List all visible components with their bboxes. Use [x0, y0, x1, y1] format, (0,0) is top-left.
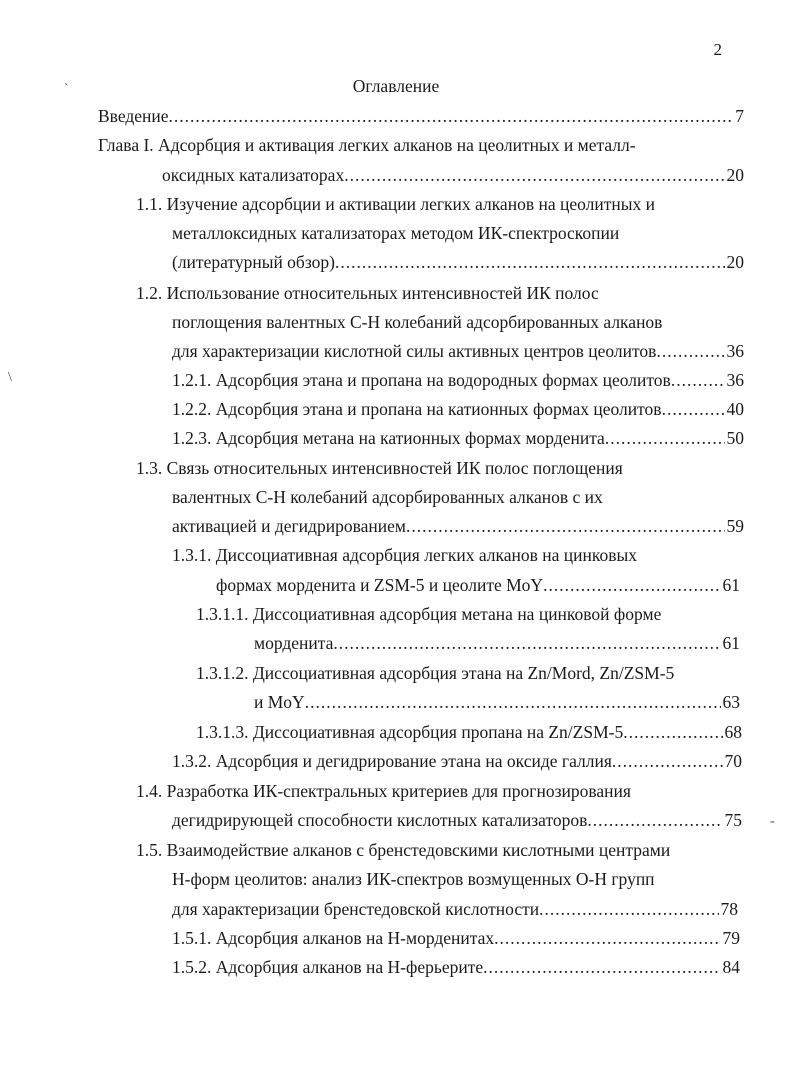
toc-entry-text: формах морденита и ZSM-5 и цеолите MoY	[216, 575, 544, 595]
toc-entry-intro[interactable]	[98, 104, 744, 128]
toc-entry-1-1-line-3[interactable]	[172, 250, 744, 274]
toc-entry-text: для характеризации кислотной силы активных центров цеолитов	[172, 341, 657, 361]
toc-entry-text: и MoY	[254, 692, 305, 712]
toc-entry-1-3-1-line-2[interactable]	[216, 573, 740, 597]
toc-entry-1-4-line-1[interactable]	[136, 779, 744, 803]
toc-entry-page: 36	[726, 370, 744, 390]
toc-entry-text: Н-форм цеолитов: анализ ИК-спектров возмущенных О-Н групп	[172, 869, 655, 889]
toc-entry-text: 1.3. Связь относительных интенсивностей ИК полос поглощения	[136, 458, 623, 478]
toc-entry-page: 61	[722, 575, 740, 595]
toc-entry-text: (литературный обзор)	[172, 252, 335, 272]
toc-entry-1-2-1[interactable]	[172, 368, 744, 392]
dot-leader	[587, 808, 722, 832]
dot-leader	[605, 426, 725, 450]
toc-entry-text: 1.3.1.3. Диссоциативная адсорбция пропана на Zn/ZSM-5	[196, 722, 624, 742]
toc-entry-page: 70	[724, 751, 742, 771]
toc-entry-1-2-2[interactable]	[172, 397, 744, 421]
dot-leader	[483, 955, 720, 979]
toc-entry-1-3-1-1-line-2[interactable]	[254, 631, 740, 655]
toc-entry-text: активацией и дегидрированием	[172, 516, 406, 536]
toc-entry-text: валентных С-Н колебаний адсорбированных алканов с их	[172, 487, 603, 507]
toc-entry-page: 59	[726, 516, 744, 536]
toc-entry-1-3-line-3[interactable]	[172, 514, 744, 538]
toc-entry-1-5-line-3[interactable]	[172, 897, 738, 921]
toc-entry-text: морденита	[254, 633, 334, 653]
toc-entry-text: 1.3.2. Адсорбция и дегидрирование этана на оксиде галлия	[172, 751, 612, 771]
toc-entry-1-3-1-2-line-1[interactable]	[196, 661, 744, 685]
toc-entry-text: 1.2.3. Адсорбция метана на катионных формах морденита	[172, 428, 605, 448]
toc-entry-text: 1.2.1. Адсорбция этана и пропана на водородных формах цеолитов	[172, 370, 671, 390]
toc-entry-page: 68	[724, 722, 742, 742]
toc-entry-text: оксидных катализаторах	[162, 165, 345, 185]
dot-leader	[494, 926, 720, 950]
toc-entry-text: дегидрирующей способности кислотных катализаторов	[172, 810, 588, 830]
toc-entry-1-1-line-1[interactable]	[136, 192, 744, 216]
toc-entry-page: 20	[726, 252, 744, 272]
toc-entry-text: 1.5. Взаимодействие алканов с бренстедовскими кислотными центрами	[136, 840, 671, 860]
toc-entry-page: 79	[722, 928, 740, 948]
toc-entry-1-2-3[interactable]	[172, 426, 744, 450]
toc-entry-1-3-1-3[interactable]	[196, 720, 742, 744]
toc-entry-1-3-line-1[interactable]	[136, 456, 744, 480]
toc-entry-page: 78	[720, 899, 738, 919]
scan-mark: -	[770, 814, 775, 829]
toc-entry-text: 1.1. Изучение адсорбции и активации легких алканов на цеолитных и	[136, 194, 655, 214]
dot-leader	[333, 631, 720, 655]
toc-entry-1-3-line-2[interactable]	[172, 485, 744, 509]
toc-entry-page: 50	[726, 428, 744, 448]
toc-entry-1-3-1-2-line-2[interactable]	[254, 690, 740, 714]
page-number: 2	[713, 40, 722, 59]
toc-entry-1-1-line-2[interactable]	[172, 221, 744, 245]
toc-entry-1-5-1[interactable]	[172, 926, 740, 950]
toc-entry-chapter-1-line-2[interactable]	[162, 163, 744, 187]
toc-entry-page: 84	[722, 957, 740, 977]
toc-entry-1-3-2[interactable]	[172, 749, 742, 773]
scan-mark: `	[64, 82, 69, 97]
toc-entry-text: 1.5.1. Адсорбция алканов на Н-морденитах	[172, 928, 495, 948]
dot-leader	[539, 897, 718, 921]
toc-entry-text: металлоксидных катализаторах методом ИК-спектроскопии	[172, 223, 620, 243]
scan-mark: \	[8, 370, 12, 385]
toc-entry-1-5-2[interactable]	[172, 955, 740, 979]
dot-leader	[169, 104, 734, 128]
dot-leader	[335, 250, 725, 274]
dot-leader	[344, 163, 724, 187]
dot-leader	[656, 339, 724, 363]
toc-entry-text: 1.3.1. Диссоциативная адсорбция легких алканов на цинковых	[172, 545, 638, 565]
dot-leader	[543, 573, 720, 597]
toc-entry-1-2-line-3[interactable]	[172, 339, 744, 363]
toc-entry-page: 7	[735, 106, 744, 126]
toc-entry-1-3-1-1-line-1[interactable]	[196, 602, 744, 626]
toc-entry-text: 1.2.2. Адсорбция этана и пропана на катионных формах цеолитов	[172, 399, 662, 419]
toc-entry-page: 75	[724, 810, 742, 830]
toc-entry-text: Введение	[98, 106, 169, 126]
toc-entry-text: 1.5.2. Адсорбция алканов на Н-ферьерите	[172, 957, 484, 977]
toc-entry-1-4-line-2[interactable]	[172, 808, 742, 832]
toc-entry-page: 40	[726, 399, 744, 419]
dot-leader	[612, 749, 723, 773]
toc-entry-text: 1.4. Разработка ИК-спектральных критериев для прогнозирования	[136, 781, 631, 801]
toc-entry-1-5-line-2[interactable]	[172, 867, 744, 891]
toc-entry-1-2-line-2[interactable]	[172, 310, 744, 334]
toc-entry-page: 36	[726, 341, 744, 361]
dot-leader	[623, 720, 722, 744]
toc-entry-text: 1.2. Использование относительных интенсивностей ИК полос	[136, 283, 599, 303]
toc-entry-text: Глава I. Адсорбция и активация легких алканов на цеолитных и металл-	[98, 135, 636, 155]
toc-entry-page: 20	[726, 165, 744, 185]
toc-entry-text: для характеризации бренстедовской кислотности	[172, 899, 540, 919]
dot-leader	[305, 690, 721, 714]
toc-entry-text: 1.3.1.1. Диссоциативная адсорбция метана на цинковой форме	[196, 604, 662, 624]
dot-leader	[662, 397, 725, 421]
dot-leader	[671, 368, 725, 392]
toc-entry-text: поглощения валентных С-Н колебаний адсорбированных алканов	[172, 312, 663, 332]
toc-entry-chapter-1-line-1[interactable]	[98, 133, 744, 157]
toc-title: Оглавление	[352, 76, 440, 96]
toc-entry-1-2-line-1[interactable]	[136, 281, 744, 305]
toc-entry-1-3-1-line-1[interactable]	[172, 543, 744, 567]
toc-entry-1-5-line-1[interactable]	[136, 838, 748, 862]
toc-entry-page: 61	[722, 633, 740, 653]
toc-entry-text: 1.3.1.2. Диссоциативная адсорбция этана на Zn/Mord, Zn/ZSM-5	[196, 663, 675, 683]
dot-leader	[406, 514, 725, 538]
toc-entry-page: 63	[722, 692, 740, 712]
